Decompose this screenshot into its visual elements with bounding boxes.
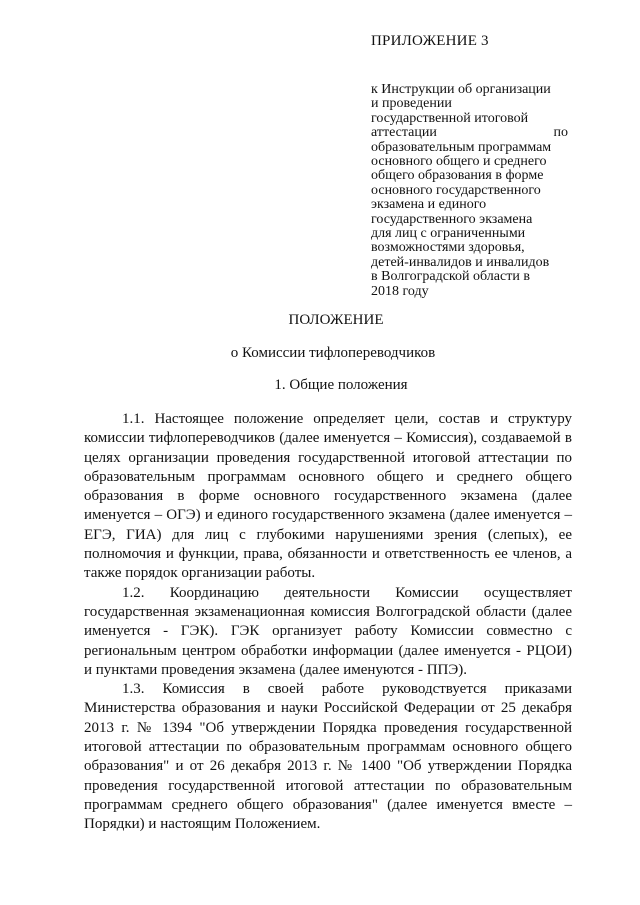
appendix-reference-line: основного государственного [371,182,541,198]
appendix-reference-word: аттестации [371,125,437,141]
paragraph-1-3: 1.3. Комиссия в своей работе руководствуется приказами Министерства образования и науки Российской Федерации от 25 декабря 2013 г. № 1394 "Об утверждении Порядка проведения государственной итоговой аттестации по образовательным программам основного общего образования" и от 26 декабря 2013 г. № 1400 "Об утверждении Порядка проведения государственной итоговой аттестации по образовательным программам среднего общего образования" (далее именуется вместе – Порядки) и настоящим Положением. [84,681,572,833]
appendix-reference-line-justified [371,126,568,140]
appendix-reference-word: по [553,125,568,141]
section-heading: 1. Общие положения [274,377,408,393]
appendix-reference-line: образовательным программам [371,139,552,155]
appendix-reference-line: основного общего и среднего [371,154,547,170]
appendix-reference-line: детей-инвалидов и инвалидов [371,254,550,270]
appendix-reference-line: и проведении [371,96,452,112]
document-body [84,410,572,835]
document-title: ПОЛОЖЕНИЕ [288,312,384,328]
appendix-reference-line: государственного экзамена [371,211,533,227]
appendix-reference-line: общего образования в форме [371,168,544,184]
appendix-reference-line: к Инструкции об организации [371,82,551,97]
appendix-reference-line: для лиц с ограниченными [371,226,526,242]
paragraph-1-1: 1.1. Настоящее положение определяет цели, состав и структуру комиссии тифлопереводчиков (далее именуется – Комиссия), создаваемой в целях организации проведения государственной итоговой аттестации по образовательным программам основного общего и среднего общего образования в форме основного государственного экзамена (далее именуется – ОГЭ) и единого государственного экзамена (далее именуется – ЕГЭ, ГИА) для лиц с глубокими нарушениями зрения (слепых), ее полномочия и функции, права, обязанности и ответственность ее членов, а также порядок организации работы. [84,411,572,582]
appendix-title: ПРИЛОЖЕНИЕ 3 [371,33,489,49]
appendix-reference [371,83,568,299]
appendix-reference-line: в Волгоградской области в [371,269,530,285]
appendix-reference-line: государственной итоговой [371,110,529,126]
paragraph-1-2: 1.2. Координацию деятельности Комиссии осуществляет государственная экзаменационная комиссия Волгоградской области (далее именуется - ГЭК). ГЭК организует работу Комиссии совместно с региональным центром обработки информации (далее именуется - РЦОИ) и пунктами проведения экзамена (далее именуются - ППЭ). [84,584,572,678]
appendix-reference-line: возможностями здоровья, [371,240,525,256]
appendix-reference-line: 2018 году [371,283,429,299]
document-subtitle: о Комиссии тифлопереводчиков [230,345,436,361]
appendix-reference-line: экзамена и единого [371,197,487,213]
